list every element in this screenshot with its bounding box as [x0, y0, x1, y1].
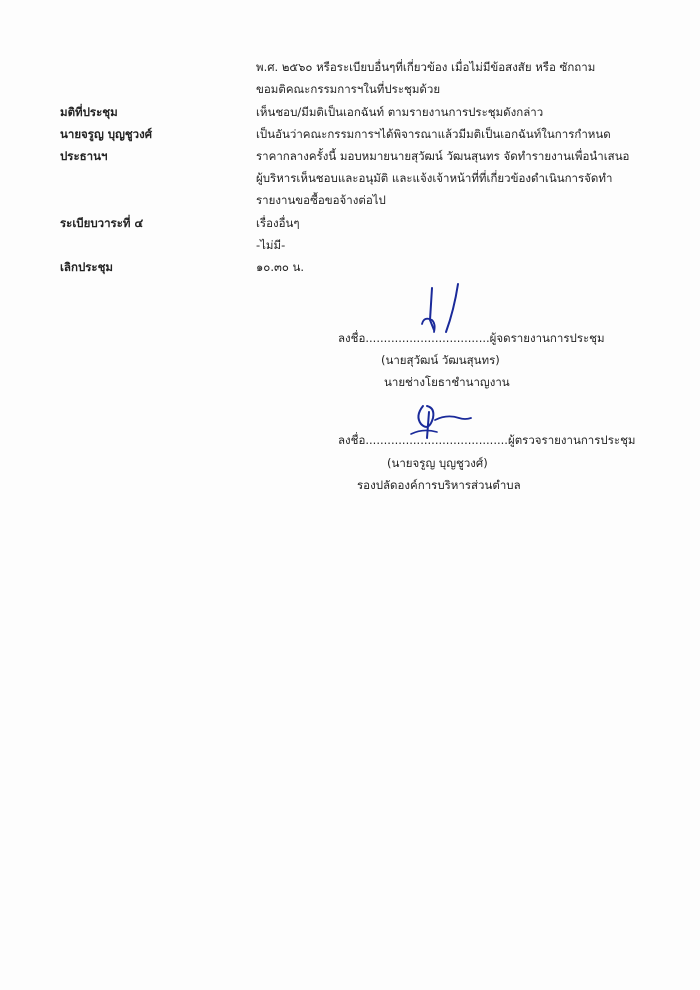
body-line-2: ขอมติคณะกรรมการฯในที่ประชุมด้วย [256, 82, 441, 96]
signature-1-prefix: ลงชื่อ [338, 331, 366, 345]
signature-1-name: (นายสุวัฒน์ วัฒนสุนทร) [381, 353, 500, 367]
body-line-7: รายงานขอซื้อขอจ้างต่อไป [256, 193, 386, 207]
signature-1-line [338, 331, 605, 345]
signature-1-role: ผู้จดรายงานการประชุม [489, 331, 605, 345]
body-line-4: เป็นอันว่าคณะกรรมการฯได้พิจารณาแล้วมีมติเป็นเอกฉันท์ในการกำหนด [256, 127, 611, 141]
label-agenda: ระเบียบวาระที่ ๔ [60, 216, 144, 230]
body-line-8: เรื่องอื่นๆ [256, 216, 300, 230]
signature-2-position: รองปลัดองค์การบริหารส่วนตำบล [357, 478, 521, 492]
label-chair: ประธานฯ [60, 149, 108, 163]
signature-1-dots: .................................. [365, 331, 490, 345]
body-line-5: ราคากลางครั้งนี้ มอบหมายนายสุวัฒน์ วัฒนสุนทร จัดทำรายงานเพื่อนำเสนอ [256, 149, 630, 163]
label-chair-name: นายจรูญ บุญชูวงศ์ [60, 127, 153, 141]
label-resolution: มติที่ประชุม [60, 105, 118, 119]
signature-1-position: นายช่างโยธาชำนาญงาน [384, 375, 510, 389]
signature-2-dots: ....................................... [365, 433, 508, 447]
body-line-3: เห็นชอบ/มีมติเป็นเอกฉันท์ ตามรายงานการประชุมดังกล่าว [256, 105, 544, 119]
signature-2-name: (นายจรูญ บุญชูวงศ์) [387, 456, 488, 470]
body-line-9: -ไม่มี- [256, 238, 286, 252]
signature-2-prefix: ลงชื่อ [338, 433, 366, 447]
body-line-1: พ.ศ. ๒๕๖๐ หรือระเบียบอื่นๆที่เกี่ยวข้อง เมื่อไม่มีข้อสงสัย หรือ ซักถาม [256, 60, 596, 74]
signature-2-role: ผู้ตรวจรายงานการประชุม [507, 433, 636, 447]
body-line-6: ผู้บริหารเห็นชอบและอนุมัติ และแจ้งเจ้าหน้าที่ที่เกี่ยวข้องดำเนินการจัดทำ [256, 171, 613, 185]
label-close: เลิกประชุม [60, 260, 113, 274]
body-line-10: ๑๐.๓๐ น. [256, 260, 305, 274]
signature-2-line [338, 433, 635, 447]
